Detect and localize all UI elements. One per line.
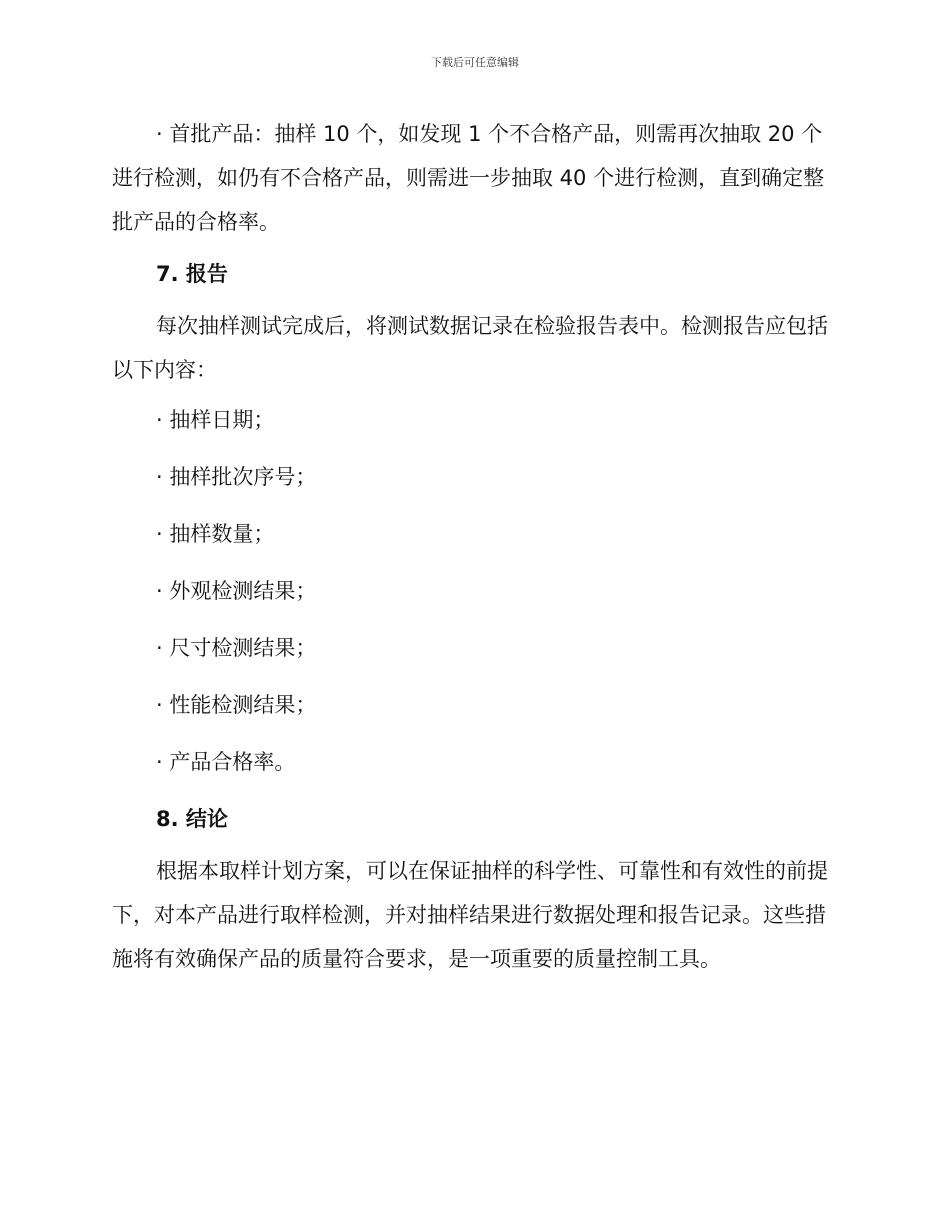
report-item: · 抽样批次序号； [156,465,317,489]
report-item: · 抽样日期； [156,408,275,432]
report-item: · 性能检测结果； [156,693,317,717]
report-item: · 尺寸检测结果； [156,636,317,660]
report-heading: 7. 报告 [156,262,228,286]
report-item: · 外观检测结果； [156,579,317,603]
document-body [112,112,838,981]
report-intro-paragraph: 每次抽样测试完成后，将测试数据记录在检验报告表中。检测报告应包括以下内容： [112,314,828,382]
first-batch-paragraph: · 首批产品：抽样 10 个，如发现 1 个不合格产品，则需再次抽取 20 个进行检测，如仍有不合格产品，则需进一步抽取 40 个进行检测，直到确定整批产品的合格率。 [112,122,825,234]
report-item: · 抽样数量； [156,522,275,546]
report-item: · 产品合格率。 [156,750,296,774]
conclusion-paragraph: 根据本取样计划方案，可以在保证抽样的科学性、可靠性和有效性的前提下，对本产品进行取样检测，并对抽样结果进行数据处理和报告记录。这些措施将有效确保产品的质量符合要求，是一项重要的质量控制工具。 [112,859,828,971]
conclusion-heading: 8. 结论 [156,807,228,831]
page-header: 下载后可任意编辑 [431,56,519,69]
